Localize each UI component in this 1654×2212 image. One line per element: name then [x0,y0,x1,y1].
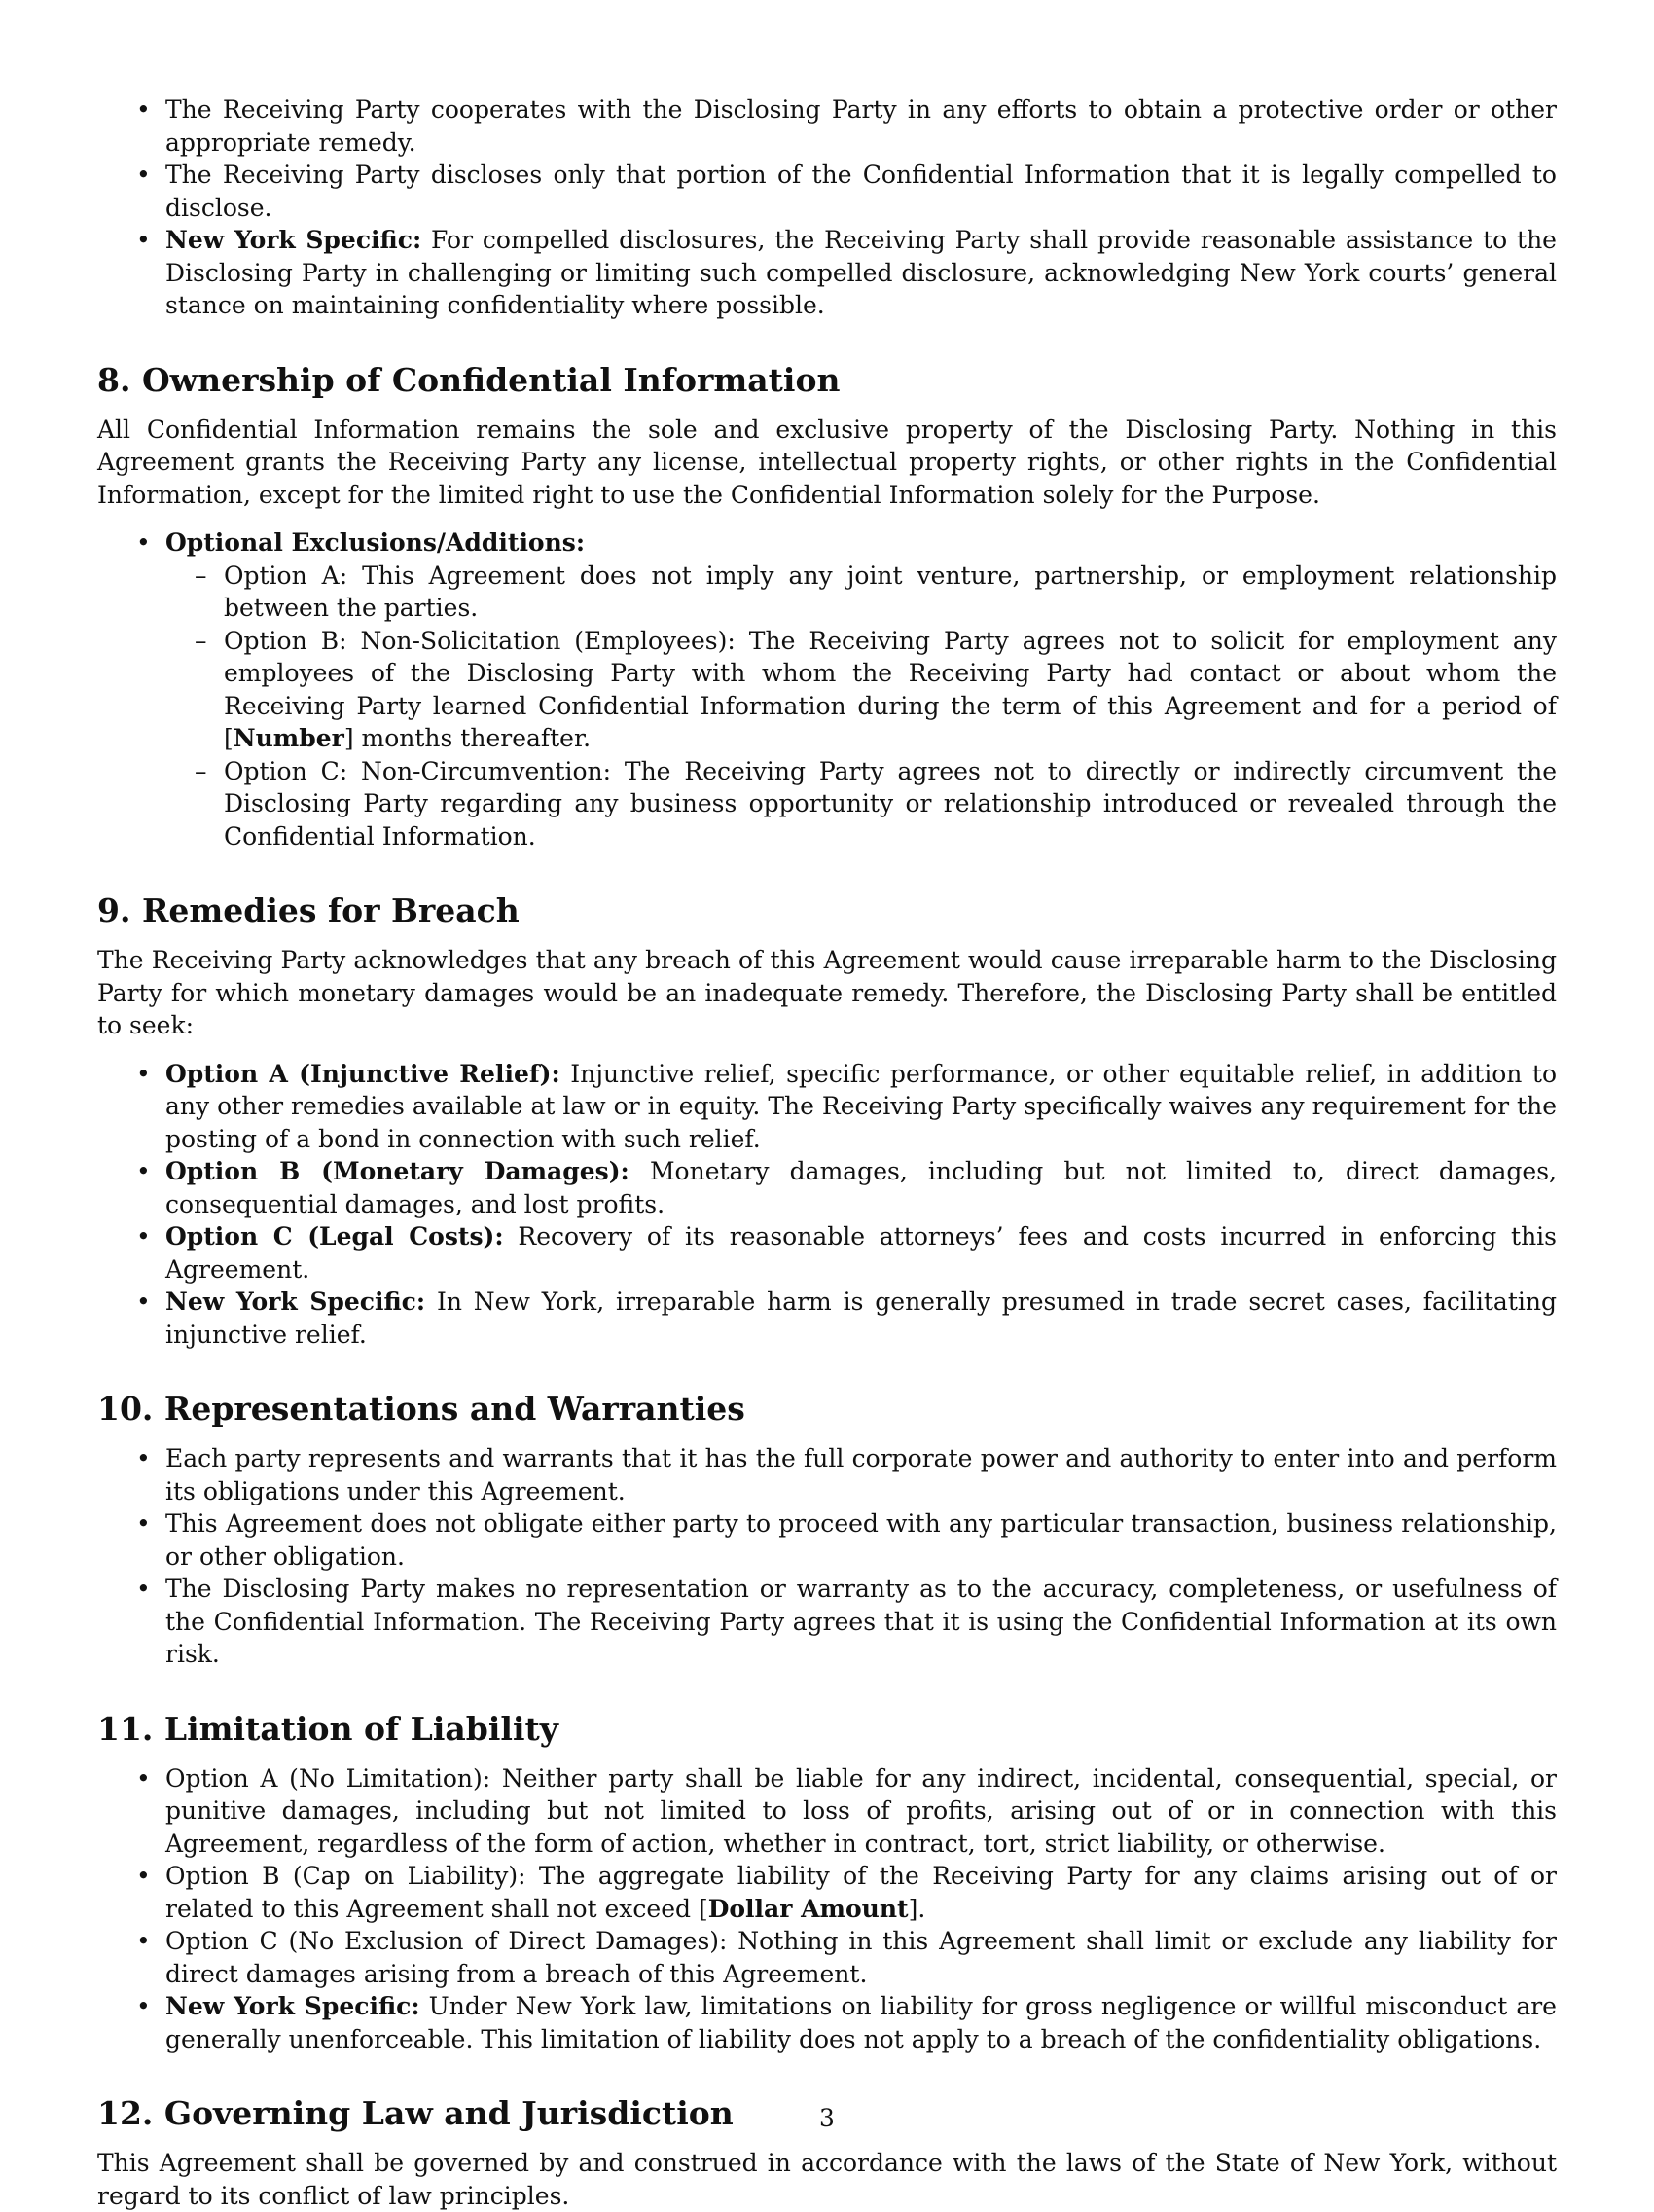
section-11-list [97,1762,1557,2056]
item-label: Optional Exclusions/Additions: [165,528,586,557]
list-item: • Each party represents and warrants that it has the full corporate power and authority to enter into and perform its obligations under this Agreement. [97,1442,1557,1507]
section-8-list [97,526,1557,852]
item-text: Option B: Non-Solicitation (Employees): The Receiving Party agrees not to solicit for employment any employees of the Disclosing Party with whom the Receiving Party had contact or about whom the Receiving Party learned Confidential Information during the term of this Agreement and for a period of [ [224,626,1557,752]
item-label: New York Specific: [165,1992,420,2020]
item-text: Injunctive relief, specific performance, or other equitable relief, in addition to any other remedies available at law or in equity. The Receiving Party specifically waives any requirement for the posting of a bond in connection with such relief. [165,1059,1557,1153]
item-label: New York Specific: [165,1287,426,1316]
item-text: Monetary damages, including but not limited to, direct damages, consequential damages, and lost profits. [165,1157,1557,1218]
compelled-disclosure-list [97,93,1557,322]
item-label: New York Specific: [165,226,422,254]
list-item [97,1058,1557,1156]
list-item [97,1286,1557,1351]
list-item: • The Receiving Party discloses only that portion of the Confidential Information that it is legally compelled to disclose. [97,159,1557,224]
section-10-list [97,1442,1557,1671]
list-item [97,224,1557,322]
list-item: • Option A (No Limitation): Neither party shall be liable for any indirect, incidental, consequential, special, or punitive damages, including but not limited to loss of profits, arising out of or in connection with this Agreement, regardless of the form of action, whether in contract, tort, strict liability, or otherwise. [97,1762,1557,1861]
option-sublist [165,560,1557,853]
page-number: 3 [819,2104,835,2132]
list-item: • This Agreement does not obligate either party to proceed with any particular transaction, business relationship, or other obligation. [97,1507,1557,1573]
item-text: Recovery of its reasonable attorneys’ fees and costs incurred in enforcing this Agreement. [165,1222,1557,1284]
item-label: Option B (Monetary Damages): [165,1157,629,1185]
item-label: Option A (Injunctive Relief): [165,1059,560,1088]
page-content [97,93,1557,2212]
section-heading-10: 10. Representations and Warranties [97,1390,745,1428]
list-item [97,1155,1557,1220]
list-item [97,1860,1557,1925]
item-text: In New York, irreparable harm is generally presumed in trade secret cases, facilitating injunctive relief. [165,1287,1557,1349]
list-item: • The Receiving Party cooperates with the Disclosing Party in any efforts to obtain a protective order or other appropriate remedy. [97,93,1557,159]
placeholder-dollar-amount: Dollar Amount [707,1894,909,1923]
section-heading-12: 12. Governing Law and Jurisdiction [97,2094,734,2132]
item-text: ]. [908,1894,926,1923]
section-9-paragraph: The Receiving Party acknowledges that any breach of this Agreement would cause irreparable harm to the Disclosing Party for which monetary damages would be an inadequate remedy. Therefore, the Disclosing Party shall be entitled to seek: [97,946,1557,1039]
item-text: Option B (Cap on Liability): The aggregate liability of the Receiving Party for any claims arising out of or related to this Agreement shall not exceed [ [165,1862,1557,1923]
section-heading-9: 9. Remedies for Breach [97,891,520,929]
section-12-paragraph: This Agreement shall be governed by and construed in accordance with the laws of the State of New York, without regard to its conflict of law principles. [97,2149,1557,2210]
list-item [97,1990,1557,2055]
list-item [97,526,1557,852]
section-heading-8: 8. Ownership of Confidential Information [97,360,841,399]
sublist-item [165,625,1557,755]
item-label: Option C (Legal Costs): [165,1222,504,1251]
sublist-item: – Option A: This Agreement does not imply any joint venture, partnership, or employment relationship between the parties. [165,560,1557,625]
section-9-list [97,1058,1557,1352]
sublist-item: – Option C: Non-Circumvention: The Receiving Party agrees not to directly or indirectly circumvent the Disclosing Party regarding any business opportunity or relationship introduced or revealed through the Confidential Information. [165,755,1557,853]
placeholder-number: Number [233,724,344,752]
list-item: • Option C (No Exclusion of Direct Damages): Nothing in this Agreement shall limit or exclude any liability for direct damages arising from a breach of this Agreement. [97,1925,1557,1990]
item-text: Under New York law, limitations on liability for gross negligence or willful misconduct are generally unenforceable. This limitation of liability does not apply to a breach of the confidentiality obligations. [165,1992,1557,2053]
item-text: For compelled disclosures, the Receiving Party shall provide reasonable assistance to the Disclosing Party in challenging or limiting such compelled disclosure, acknowledging New York courts’ general stance on maintaining confidentiality where possible. [165,226,1557,319]
section-8-paragraph: All Confidential Information remains the sole and exclusive property of the Disclosing Party. Nothing in this Agreement grants the Receiving Party any license, intellectual property rights, or other rights in the Confidential Information, except for the limited right to use the Confidential Information solely for the Purpose. [97,415,1557,509]
list-item [97,1220,1557,1286]
section-heading-11: 11. Limitation of Liability [97,1709,558,1748]
item-text: ] months thereafter. [343,724,592,752]
list-item: • The Disclosing Party makes no representation or warranty as to the accuracy, completeness, or usefulness of the Confidential Information. The Receiving Party agrees that it is using the Confidential Information at its own risk. [97,1573,1557,1671]
